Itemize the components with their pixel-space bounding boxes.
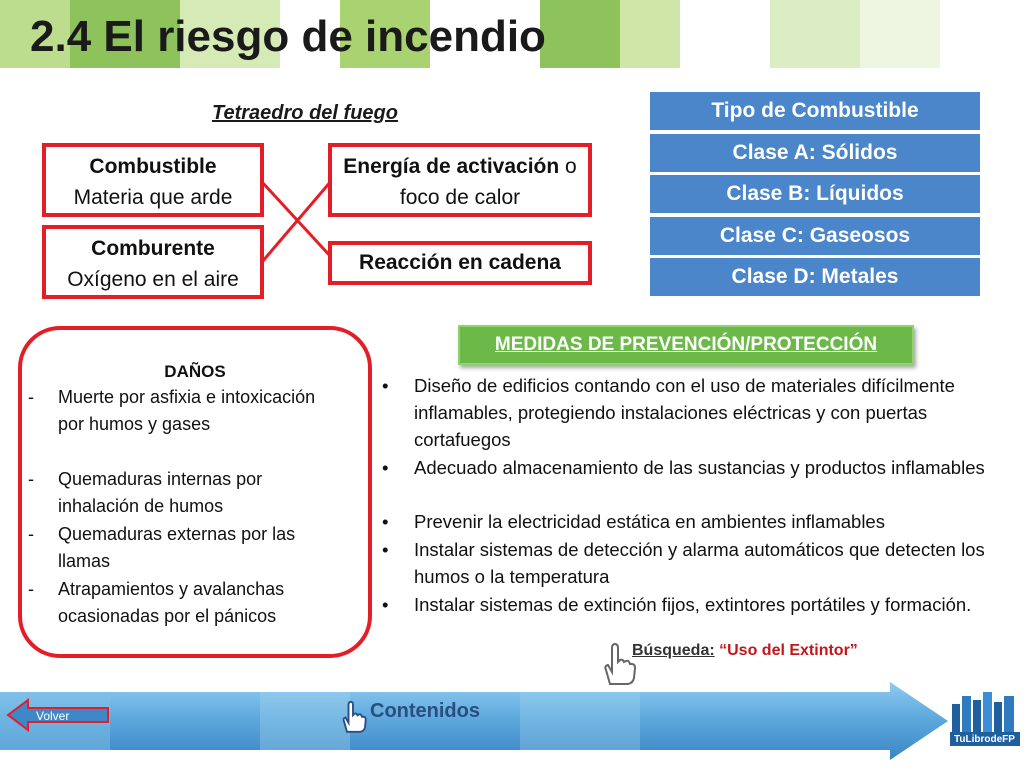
combustible-desc: Materia que arde bbox=[73, 186, 233, 209]
fuel-row-d: Clase D: Metales bbox=[650, 258, 980, 296]
books-logo-icon bbox=[950, 690, 1020, 734]
dash-marker: - bbox=[28, 469, 34, 489]
medida-item bbox=[382, 508, 1004, 535]
medida-text: Adecuado almacenamiento de las sustancias y productos inflamables bbox=[414, 457, 985, 478]
bullet-marker: • bbox=[382, 457, 389, 478]
bullet-marker: • bbox=[382, 594, 389, 615]
medida-item bbox=[382, 454, 1004, 481]
dano-text: Quemaduras externas por las llamas bbox=[58, 524, 296, 571]
dano-item bbox=[28, 576, 326, 630]
title-band-8 bbox=[620, 0, 680, 68]
brand-label: TuLibrodeFP bbox=[954, 734, 1015, 745]
fuel-table-header: Tipo de Combustible bbox=[650, 92, 980, 130]
dano-item bbox=[28, 466, 326, 520]
energia-suffix: o bbox=[559, 155, 577, 178]
dano-text: Atrapamientos y avalanchas ocasionadas por el pánicos bbox=[58, 579, 285, 626]
medida-text: Instalar sistemas de detección y alarma automáticos que detecten los humos o la temperatura bbox=[414, 539, 985, 587]
dano-item bbox=[28, 521, 326, 575]
energia-desc: foco de calor bbox=[399, 186, 521, 209]
medida-text: Diseño de edificios contando con el uso de materiales difícilmente inflamables, protegiendo instalaciones eléctricas y con puertas cortafuegos bbox=[414, 375, 955, 450]
title-band-9 bbox=[680, 0, 770, 68]
medida-item bbox=[382, 536, 1004, 590]
dash-marker: - bbox=[28, 579, 34, 599]
dano-text: Quemaduras internas por inhalación de humos bbox=[58, 469, 263, 516]
tetraedro-connectors bbox=[260, 170, 334, 270]
page-title: 2.4 El riesgo de incendio bbox=[30, 12, 546, 61]
tetraedro-title: Tetraedro del fuego bbox=[212, 102, 398, 124]
danos-title: DAÑOS bbox=[164, 362, 226, 381]
fuel-row-c: Clase C: Gaseosos bbox=[650, 217, 980, 255]
energia-box bbox=[328, 143, 592, 217]
contenidos-link[interactable]: Contenidos bbox=[370, 700, 480, 722]
bullet-marker: • bbox=[382, 539, 389, 560]
hand-pointer-icon[interactable] bbox=[338, 698, 368, 734]
combustible-label: Combustible bbox=[89, 155, 217, 178]
nav-arrow-strip bbox=[0, 682, 960, 760]
dash-marker: - bbox=[28, 387, 34, 407]
reaccion-label: Reacción en cadena bbox=[359, 251, 561, 274]
medidas-title: MEDIDAS DE PREVENCIÓN/PROTECCIÓN bbox=[458, 325, 914, 365]
title-band-12 bbox=[940, 0, 1024, 68]
fuel-row-b: Clase B: Líquidos bbox=[650, 175, 980, 213]
dash-marker: - bbox=[28, 524, 34, 544]
comburente-label: Comburente bbox=[91, 237, 215, 260]
medida-text: Prevenir la electricidad estática en ambientes inflamables bbox=[414, 511, 885, 532]
volver-label[interactable]: Volver bbox=[36, 709, 70, 723]
title-band-7 bbox=[540, 0, 620, 68]
comburente-desc: Oxígeno en el aire bbox=[67, 268, 239, 291]
combustible-box bbox=[42, 143, 264, 217]
dano-item bbox=[28, 384, 326, 438]
reaccion-box bbox=[328, 241, 592, 285]
bullet-marker: • bbox=[382, 511, 389, 532]
busqueda-label: Búsqueda: bbox=[632, 642, 715, 659]
title-band-10 bbox=[770, 0, 860, 68]
busqueda-link[interactable] bbox=[632, 642, 858, 660]
medida-item bbox=[382, 372, 1004, 453]
dano-text: Muerte por asfixia e intoxicación por humos y gases bbox=[58, 387, 316, 434]
busqueda-value: “Uso del Extintor” bbox=[719, 642, 858, 659]
medida-item bbox=[382, 591, 1004, 618]
comburente-box bbox=[42, 225, 264, 299]
medida-text: Instalar sistemas de extinción fijos, extintores portátiles y formación. bbox=[414, 594, 972, 615]
title-band-11 bbox=[860, 0, 940, 68]
bullet-marker: • bbox=[382, 375, 389, 396]
fuel-row-a: Clase A: Sólidos bbox=[650, 134, 980, 172]
energia-label: Energía de activación bbox=[343, 155, 560, 178]
